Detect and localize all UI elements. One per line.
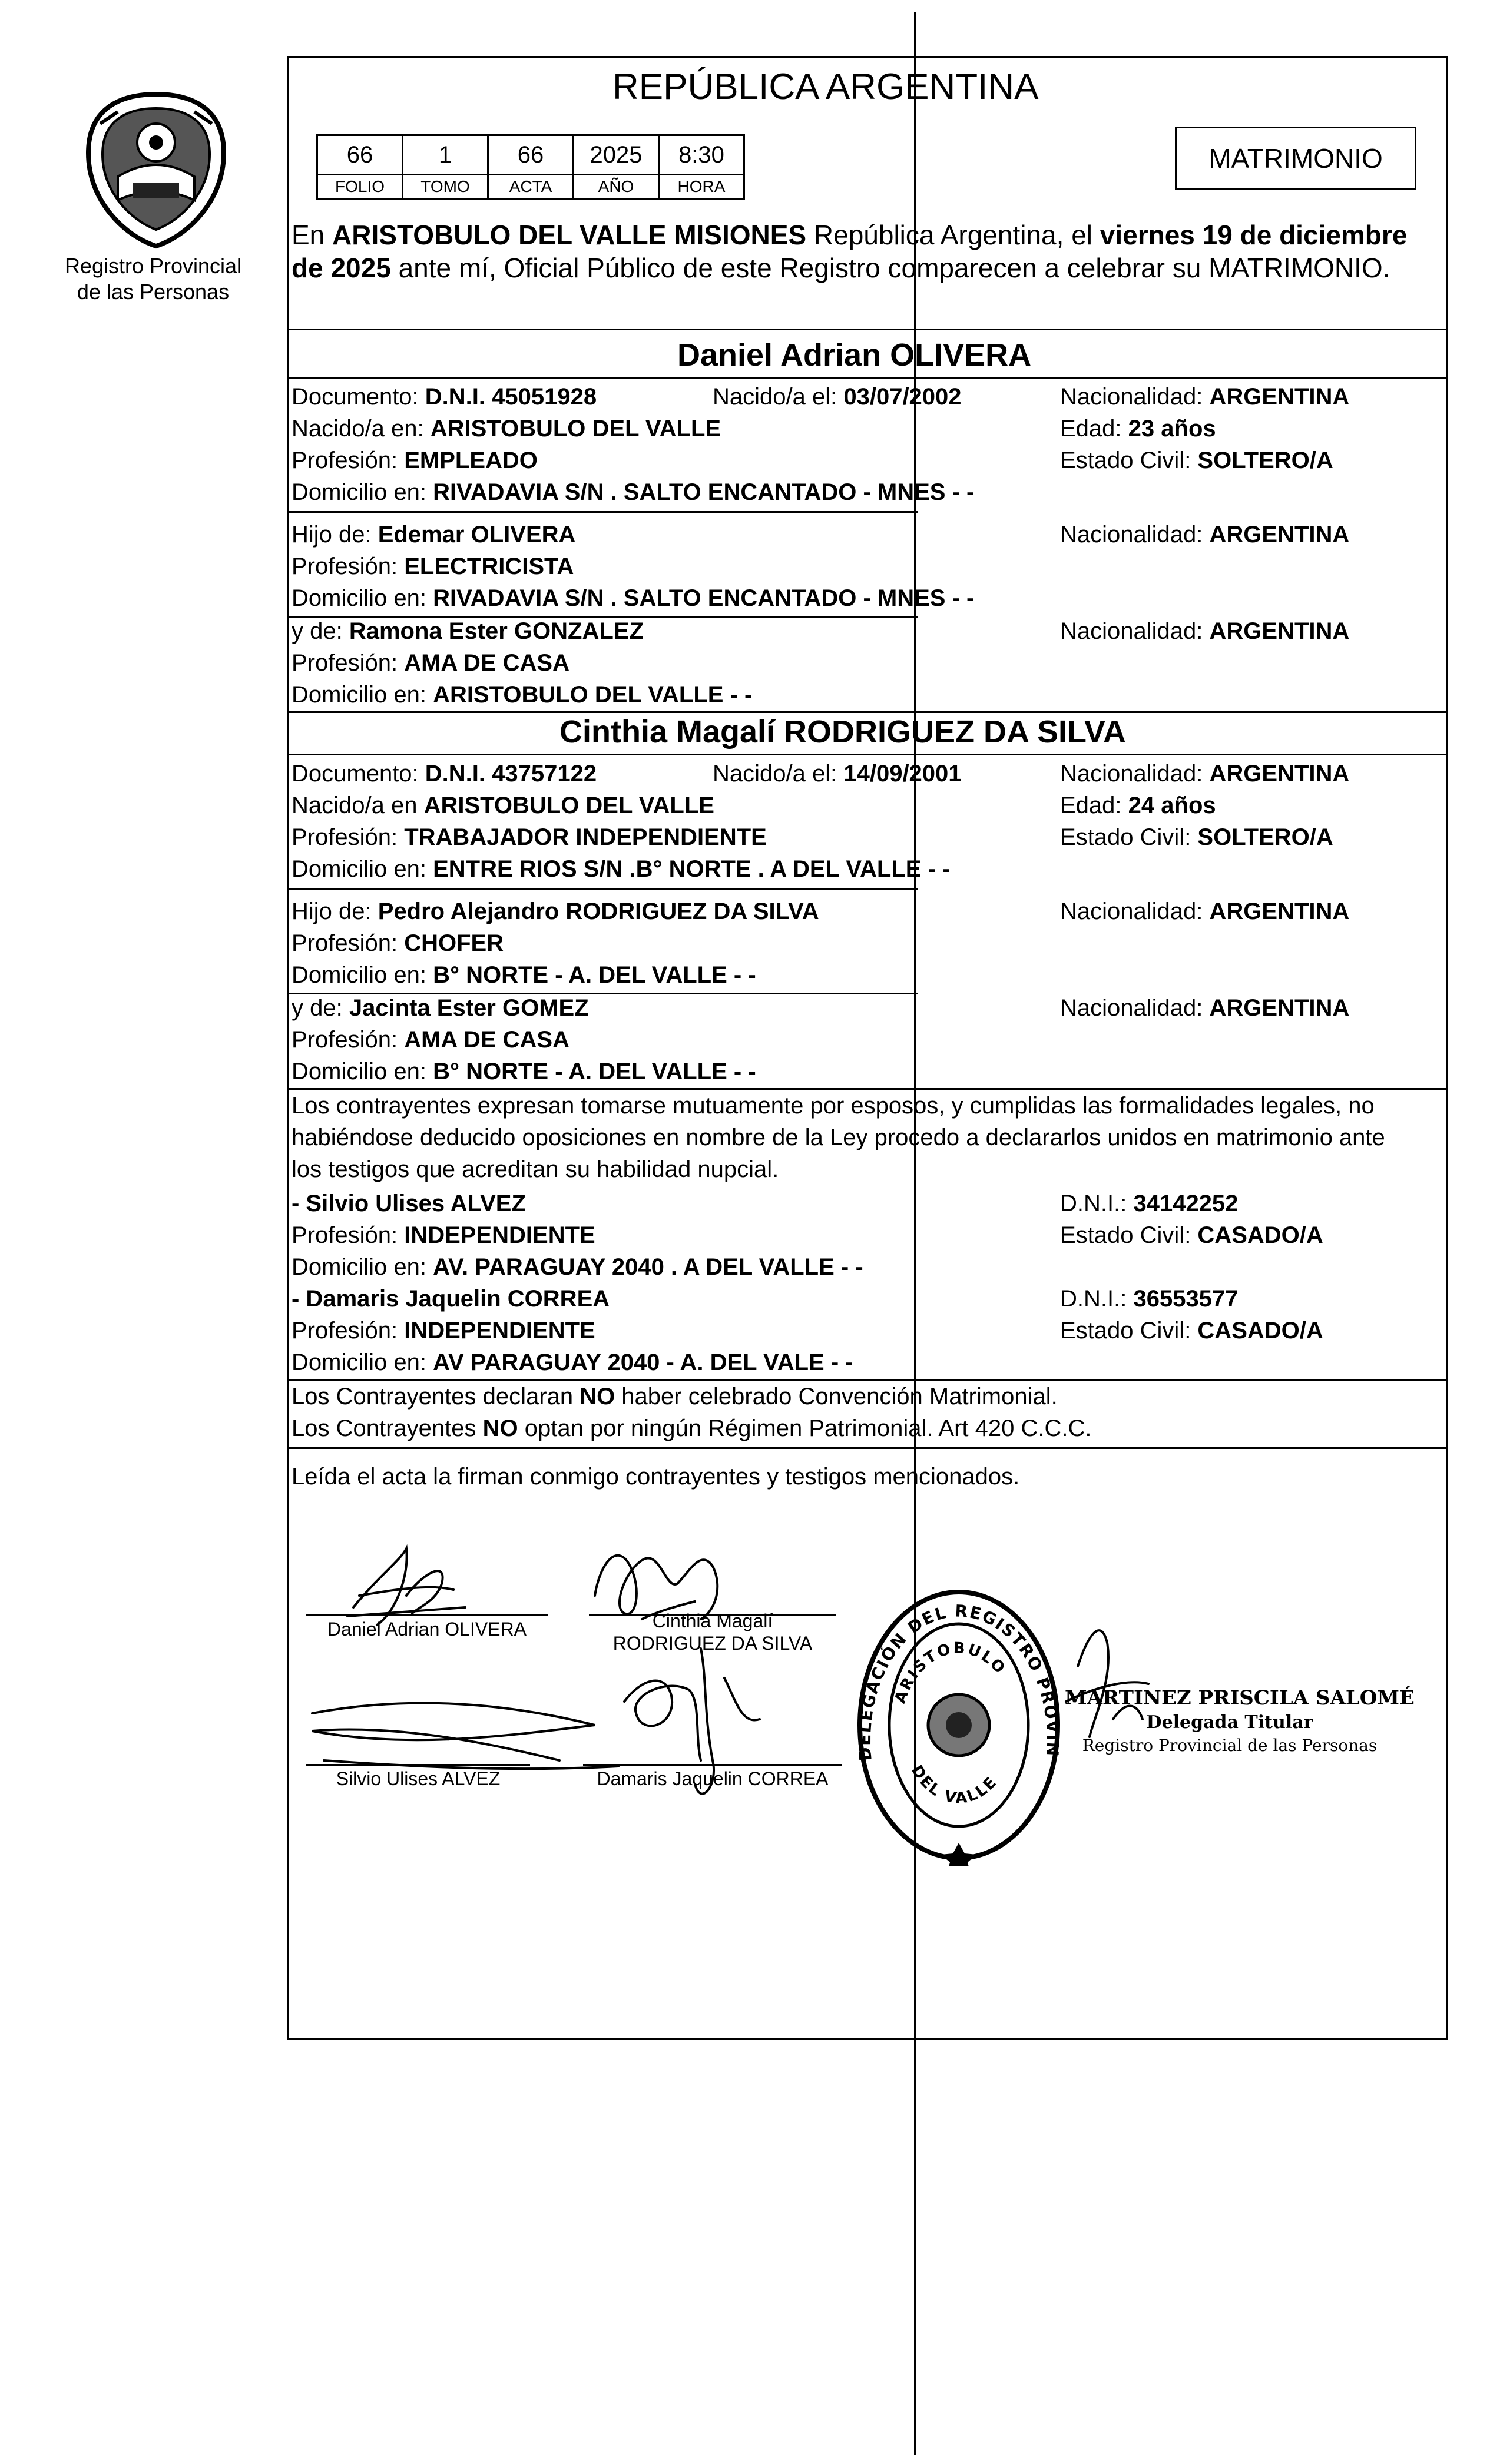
witness1-address xyxy=(292,1252,863,1282)
officer-role: Delegada Titular xyxy=(1146,1712,1313,1733)
label: Domicilio en: xyxy=(292,962,433,988)
label: Profesión: xyxy=(292,447,405,473)
label: Estado Civil: xyxy=(1060,1318,1198,1344)
spouse1-father-profession xyxy=(292,551,574,582)
ano-label: AÑO xyxy=(574,175,659,199)
frame-bottom-border xyxy=(287,2038,1448,2040)
spouse2-mother-address xyxy=(292,1056,756,1087)
signature-line-1 xyxy=(306,1614,548,1616)
frame-top-border xyxy=(287,56,1448,58)
spouse2-addr-value: ENTRE RIOS S/N .B° NORTE . A DEL VALLE - - xyxy=(433,856,951,882)
spouse1-age-value: 23 años xyxy=(1128,416,1216,442)
declaration-line1: Los contrayentes expresan tomarse mutuamente por esposos, y cumplidas las formalidades legales, no xyxy=(292,1093,1375,1119)
spouse1-father-nat-value: ARGENTINA xyxy=(1209,522,1350,548)
spouse2-birthplace xyxy=(292,790,714,821)
spouse2-father-address xyxy=(292,960,756,990)
spouse1-profession xyxy=(292,445,538,476)
label: Profesión: xyxy=(292,1027,405,1053)
witness1-civil-value: CASADO/A xyxy=(1197,1222,1323,1248)
signature-caption-2a: Cinthia Magalí xyxy=(652,1610,773,1631)
witness2-profession xyxy=(292,1315,595,1346)
divider-declaration xyxy=(287,1088,1448,1090)
label: Profesión: xyxy=(292,553,405,579)
label: Nacionalidad: xyxy=(1060,384,1210,410)
label: Nacionalidad: xyxy=(1060,995,1210,1021)
intro-text-2: República Argentina, el xyxy=(806,220,1100,250)
spouse1-father-addr-value: RIVADAVIA S/N . SALTO ENCANTADO - MNES - - xyxy=(433,585,975,611)
spouse1-father-nationality xyxy=(1060,519,1349,550)
text: Los Contrayentes declaran xyxy=(292,1384,580,1410)
spouse1-mother-address xyxy=(292,679,752,710)
label: Domicilio en: xyxy=(292,1349,433,1375)
label: y de: xyxy=(292,995,349,1021)
divider-spouse2-parents xyxy=(287,888,918,890)
spouse1-mother xyxy=(292,616,644,646)
record-type-label: MATRIMONIO xyxy=(1208,143,1383,174)
witness1-civil-status xyxy=(1060,1220,1323,1251)
spouse2-document xyxy=(292,758,597,789)
divider-intro xyxy=(287,329,1448,330)
spouse2-nationality xyxy=(1060,758,1349,789)
witness1-dni-value: 34142252 xyxy=(1133,1190,1239,1216)
label: Edad: xyxy=(1060,416,1128,442)
spouse1-nat-value: ARGENTINA xyxy=(1209,384,1350,410)
spouse2-mother-nationality xyxy=(1060,993,1349,1023)
witness2-dni xyxy=(1060,1284,1238,1314)
spouse2-age xyxy=(1060,790,1216,821)
acta-label: ACTA xyxy=(488,175,574,199)
divider-closing xyxy=(287,1447,1448,1449)
spouse1-document xyxy=(292,382,597,412)
label: Estado Civil: xyxy=(1060,824,1198,850)
label: Documento: xyxy=(292,384,425,410)
label: Nacido/a en: xyxy=(292,416,431,442)
witness2-civil-value: CASADO/A xyxy=(1197,1318,1323,1344)
ano-value: 2025 xyxy=(574,135,659,175)
spouse1-name: Daniel Adrian OLIVERA xyxy=(677,337,1032,373)
spouse1-father-address xyxy=(292,583,974,613)
witness1-addr-value: AV. PARAGUAY 2040 . A DEL VALLE - - xyxy=(433,1254,863,1280)
divider-spouse1-name xyxy=(287,377,1448,379)
spouse1-born xyxy=(713,382,962,412)
spouse2-name: Cinthia Magalí RODRIGUEZ DA SILVA xyxy=(559,714,1127,750)
label: Edad: xyxy=(1060,792,1128,818)
label: D.N.I.: xyxy=(1060,1286,1134,1312)
label: Nacionalidad: xyxy=(1060,522,1210,548)
text: optan por ningún Régimen Patrimonial. Art 420 C.C.C. xyxy=(518,1415,1092,1441)
label: Hijo de: xyxy=(292,522,378,548)
spouse2-born xyxy=(713,758,962,789)
label: Domicilio en: xyxy=(292,856,433,882)
label: Domicilio en: xyxy=(292,1059,433,1085)
signature-caption-1: Daniel Adrian OLIVERA xyxy=(327,1619,527,1640)
spouse1-mother-profession xyxy=(292,648,569,678)
spouse2-job-value: TRABAJADOR INDEPENDIENTE xyxy=(404,824,767,850)
spouse2-father-addr-value: B° NORTE - A. DEL VALLE - - xyxy=(433,962,756,988)
intro-text-1: En xyxy=(292,220,333,250)
spouse1-civil-value: SOLTERO/A xyxy=(1197,447,1333,473)
country-title: REPÚBLICA ARGENTINA xyxy=(612,67,1039,107)
svg-text:DELEGACIÓN DEL REGISTRO PROVIN xyxy=(853,1584,1062,1762)
spouse1-mother-nat-value: ARGENTINA xyxy=(1209,618,1350,644)
signature-caption-2b: RODRIGUEZ DA SILVA xyxy=(612,1633,813,1654)
spouse1-age xyxy=(1060,413,1216,444)
closing-text: Leída el acta la firman conmigo contrayentes y testigos mencionados. xyxy=(292,1464,1020,1490)
divider-spouse2-name xyxy=(287,754,1448,755)
spouse2-father xyxy=(292,896,819,927)
spouse2-mother-nat-value: ARGENTINA xyxy=(1209,995,1350,1021)
shield-seal-icon xyxy=(77,88,236,253)
intro-line1 xyxy=(292,219,1407,251)
spouse1-mother-addr-value: ARISTOBULO DEL VALLE - - xyxy=(433,682,753,708)
divider-spouse2 xyxy=(287,711,1448,713)
frame-right-border xyxy=(1446,56,1448,2040)
label: Profesión: xyxy=(292,1318,405,1344)
spouse1-addr-value: RIVADAVIA S/N . SALTO ENCANTADO - MNES - - xyxy=(433,479,975,505)
label: Estado Civil: xyxy=(1060,447,1198,473)
emphasis: NO xyxy=(482,1415,518,1441)
signature-caption-4: Damaris Jaquelin CORREA xyxy=(597,1768,829,1789)
spouse2-mother-profession xyxy=(292,1024,569,1055)
spouse2-mother-addr-value: B° NORTE - A. DEL VALLE - - xyxy=(433,1059,756,1085)
signature-line-4 xyxy=(583,1764,842,1766)
spouse1-mother-nationality xyxy=(1060,616,1349,646)
stamp-inner-top: ARISTOBULO xyxy=(891,1639,1009,1706)
hora-label: HORA xyxy=(659,175,744,199)
svg-text:ARISTOBULO xyxy=(892,1640,1009,1706)
signature-line-3 xyxy=(306,1764,530,1766)
spouse2-mother-job-value: AMA DE CASA xyxy=(404,1027,569,1053)
intro-place: ARISTOBULO DEL VALLE MISIONES xyxy=(332,220,807,250)
hora-value: 8:30 xyxy=(659,135,744,175)
divider-convention xyxy=(287,1379,1448,1381)
officer-name: MARTINEZ PRISCILA SALOMÉ xyxy=(1065,1686,1415,1710)
intro-date-1: viernes 19 de diciembre xyxy=(1100,220,1408,250)
spouse1-mother-value: Ramona Ester GONZALEZ xyxy=(349,618,644,644)
label: Nacionalidad: xyxy=(1060,618,1210,644)
acta-value: 66 xyxy=(488,135,574,175)
text: haber celebrado Convención Matrimonial. xyxy=(615,1384,1058,1410)
witness2-addr-value: AV PARAGUAY 2040 - A. DEL VALE - - xyxy=(433,1349,853,1375)
tomo-label: TOMO xyxy=(403,175,488,199)
officer-organization: Registro Provincial de las Personas xyxy=(1082,1736,1378,1755)
provincial-logo xyxy=(77,88,236,253)
record-reference-table xyxy=(316,134,745,200)
folio-label: FOLIO xyxy=(317,175,403,199)
witness2-name: - Damaris Jaquelin CORREA xyxy=(292,1286,610,1312)
label: Nacido/a el: xyxy=(713,761,844,787)
witness1-profession xyxy=(292,1220,595,1251)
witness1-dni xyxy=(1060,1188,1238,1219)
stamp-ring-text: DELEGACIÓN DEL REGISTRO PROVIN xyxy=(855,1601,1063,1762)
spouse1-birthplace-value: ARISTOBULO DEL VALLE xyxy=(430,416,721,442)
spouse2-father-job-value: CHOFER xyxy=(404,930,504,956)
divider-spouse1-parents xyxy=(287,511,918,513)
spouse1-mother-job-value: AMA DE CASA xyxy=(404,650,569,676)
witness1-job-value: INDEPENDIENTE xyxy=(404,1222,595,1248)
spouse1-address xyxy=(292,477,974,508)
declaration-line2: habiéndose deducido oposiciones en nombre de la Ley procedo a declararlos unidos en matrimonio ante xyxy=(292,1125,1385,1150)
record-type-box xyxy=(1175,127,1416,190)
spouse1-birthplace xyxy=(292,413,721,444)
spouse2-father-value: Pedro Alejandro RODRIGUEZ DA SILVA xyxy=(378,898,819,924)
spouse2-father-nat-value: ARGENTINA xyxy=(1209,898,1350,924)
folio-value: 66 xyxy=(317,135,403,175)
spouse1-nationality xyxy=(1060,382,1349,412)
spouse1-father xyxy=(292,519,575,550)
spouse1-father-value: Edemar OLIVERA xyxy=(378,522,576,548)
officer-stamp xyxy=(1065,1685,1415,1757)
label: Nacido/a en xyxy=(292,792,424,818)
stamp-text xyxy=(853,1584,1065,1866)
witness2-civil-status xyxy=(1060,1315,1323,1346)
spouse2-father-profession xyxy=(292,928,504,959)
spouse2-born-value: 14/09/2001 xyxy=(843,761,962,787)
intro-text-3: ante mí, Oficial Público de este Registro comparecen a celebrar su MATRIMONIO. xyxy=(390,253,1390,283)
label: Profesión: xyxy=(292,1222,405,1248)
label: Documento: xyxy=(292,761,425,787)
label: Domicilio en: xyxy=(292,585,433,611)
signature-caption-3: Silvio Ulises ALVEZ xyxy=(336,1768,501,1789)
spouse1-job-value: EMPLEADO xyxy=(404,447,538,473)
logo-caption-line1: Registro Provincial xyxy=(64,254,242,278)
label: Nacionalidad: xyxy=(1060,898,1210,924)
stamp-inner-bottom: DEL VALLE xyxy=(908,1762,1001,1808)
label: D.N.I.: xyxy=(1060,1190,1134,1216)
spouse2-civil-value: SOLTERO/A xyxy=(1197,824,1333,850)
label: Nacionalidad: xyxy=(1060,761,1210,787)
svg-text:DEL VALLE xyxy=(908,1762,1001,1808)
witness2-address xyxy=(292,1347,853,1378)
witness1-name: - Silvio Ulises ALVEZ xyxy=(292,1190,526,1216)
label: Domicilio en: xyxy=(292,1254,433,1280)
label: Profesión: xyxy=(292,930,405,956)
tomo-value: 1 xyxy=(403,135,488,175)
label: Hijo de: xyxy=(292,898,378,924)
convention-line1 xyxy=(292,1381,1058,1412)
spouse2-doc-value: D.N.I. 43757122 xyxy=(425,761,597,787)
spouse2-address xyxy=(292,854,950,884)
spouse2-father-nationality xyxy=(1060,896,1349,927)
declaration-line3: los testigos que acreditan su habilidad nupcial. xyxy=(292,1156,779,1182)
spouse1-doc-value: D.N.I. 45051928 xyxy=(425,384,597,410)
spouse2-civil-status xyxy=(1060,822,1333,853)
text: Los Contrayentes xyxy=(292,1415,483,1441)
witness2-dni-value: 36553577 xyxy=(1133,1286,1239,1312)
label: Profesión: xyxy=(292,824,405,850)
spouse2-birthplace-value: ARISTOBULO DEL VALLE xyxy=(423,792,714,818)
emphasis: NO xyxy=(580,1384,615,1410)
label: Estado Civil: xyxy=(1060,1222,1198,1248)
spouse2-mother-value: Jacinta Ester GOMEZ xyxy=(349,995,589,1021)
spouse2-profession xyxy=(292,822,767,853)
spouse1-civil-status xyxy=(1060,445,1333,476)
logo-caption-line2: de las Personas xyxy=(77,280,230,304)
label: Nacido/a el: xyxy=(713,384,844,410)
label: Profesión: xyxy=(292,650,405,676)
logo-caption xyxy=(35,253,271,305)
intro-date-2: de 2025 xyxy=(292,253,391,283)
spouse2-mother xyxy=(292,993,589,1023)
spouse1-father-job-value: ELECTRICISTA xyxy=(404,553,574,579)
spouse1-born-value: 03/07/2002 xyxy=(843,384,962,410)
witness2-job-value: INDEPENDIENTE xyxy=(404,1318,595,1344)
spouse2-nat-value: ARGENTINA xyxy=(1209,761,1350,787)
spouse2-age-value: 24 años xyxy=(1128,792,1216,818)
label: Domicilio en: xyxy=(292,682,433,708)
convention-line2 xyxy=(292,1413,1092,1444)
intro-line2 xyxy=(292,252,1390,284)
stamp-text-svg xyxy=(853,1584,1065,1866)
label: y de: xyxy=(292,618,349,644)
label: Domicilio en: xyxy=(292,479,433,505)
